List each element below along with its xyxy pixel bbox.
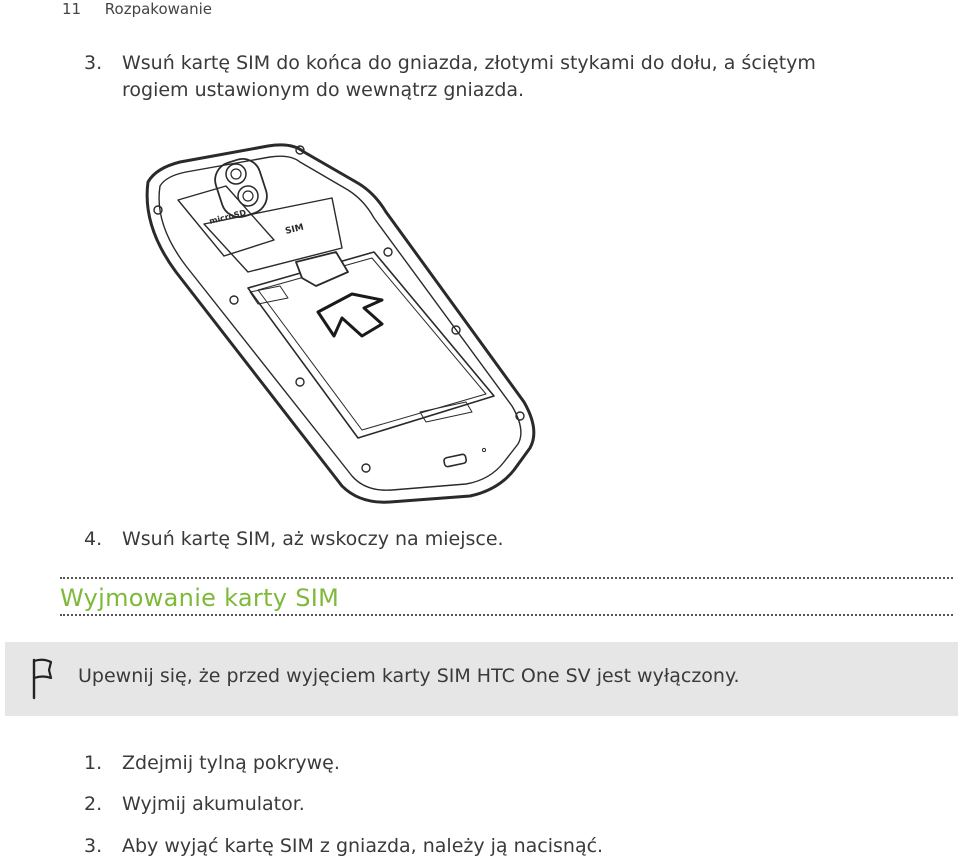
step-text: Wyjmij akumulator. — [122, 793, 305, 815]
step-2-remove-battery — [84, 791, 305, 818]
step-text-line2: rogiem ustawionym do wewnątrz gniazda. — [122, 79, 525, 101]
section-title: Wyjmowanie karty SIM — [60, 584, 340, 612]
step-4-snap — [84, 526, 504, 553]
section-bottom-divider — [60, 614, 953, 616]
step-text: Zdejmij tylną pokrywę. — [122, 752, 340, 774]
step-text: Aby wyjąć kartę SIM z gniazda, należy ją nacisnąć. — [122, 835, 604, 857]
step-3-press-sim — [84, 833, 603, 860]
step-number: 3. — [84, 835, 103, 857]
section-top-divider — [60, 577, 953, 579]
step-number: 1. — [84, 752, 103, 774]
step-3-insert — [84, 50, 816, 104]
note-text: Upewnij się, że przed wyjęciem karty SIM HTC One SV jest wyłączony. — [78, 665, 740, 687]
flag-icon — [27, 656, 57, 700]
step-1-remove-cover — [84, 750, 340, 777]
chapter-title: Rozpakowanie — [104, 0, 212, 18]
sim-slot-label: SIM — [284, 222, 305, 237]
step-number: 4. — [84, 528, 103, 550]
step-number: 3. — [84, 52, 103, 74]
step-number: 2. — [84, 793, 103, 815]
phone-sim-insert-illustration — [120, 140, 560, 510]
step-text: Wsuń kartę SIM, aż wskoczy na miejsce. — [122, 528, 504, 550]
page-number: 11 — [62, 0, 82, 18]
note-box — [5, 642, 958, 716]
page-header — [62, 0, 212, 18]
step-text-line1: Wsuń kartę SIM do końca do gniazda, złotymi stykami do dołu, a ściętym — [122, 52, 816, 74]
microsd-slot-label: microSD — [208, 208, 248, 226]
